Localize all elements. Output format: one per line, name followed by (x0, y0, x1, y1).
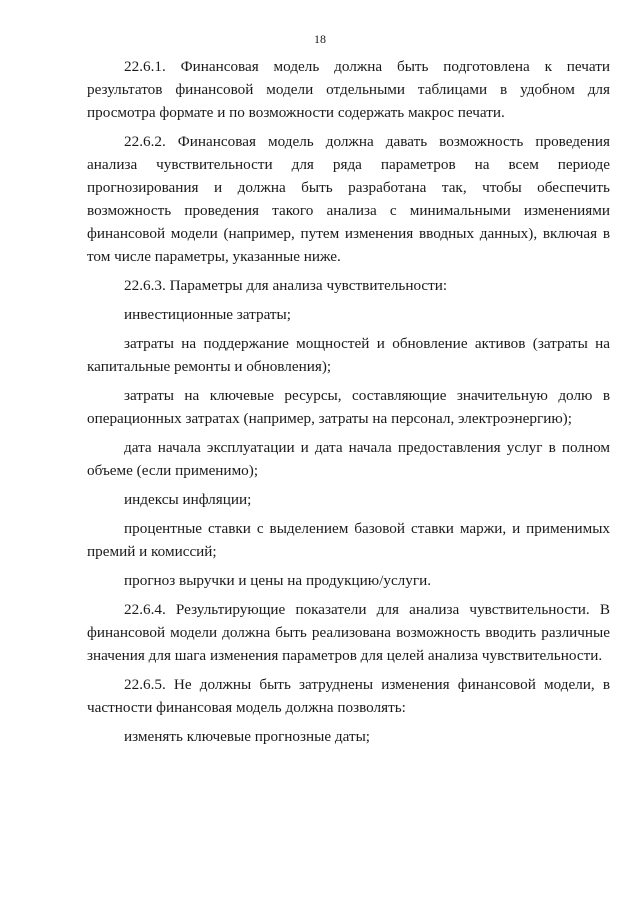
list-item: инвестиционные затраты; (124, 306, 291, 323)
document-body (87, 55, 610, 754)
list-item: прогноз выручки и цены на продукцию/услуги. (124, 572, 432, 589)
list-item: изменять ключевые прогнозные даты; (124, 728, 371, 745)
paragraph-22-6-5: 22.6.5. Не должны быть затруднены изменения финансовой модели, в частности финансовая модель должна позволять: (87, 676, 610, 716)
list-item: дата начала эксплуатации и дата начала предоставления услуг в полном объеме (если применимо); (87, 439, 610, 479)
list-item: затраты на поддержание мощностей и обновление активов (затраты на капитальные ремонты и обновления); (87, 335, 610, 375)
paragraph-22-6-3: 22.6.3. Параметры для анализа чувствительности: (124, 277, 448, 294)
page-number: 18 (314, 32, 326, 46)
list-item: затраты на ключевые ресурсы, составляющие значительную долю в операционных затратах (например, затраты на персонал, электроэнергию); (87, 387, 610, 427)
list-item: процентные ставки с выделением базовой ставки маржи, и применимых премий и комиссий; (87, 520, 610, 560)
list-item: индексы инфляции; (124, 491, 252, 508)
paragraph-22-6-1: 22.6.1. Финансовая модель должна быть подготовлена к печати результатов финансовой модели отдельными таблицами в удобном для просмотра формате и по возможности содержать макрос печати. (87, 58, 610, 121)
paragraph-22-6-2: 22.6.2. Финансовая модель должна давать возможность проведения анализа чувствительности для ряда параметров на всем периоде прогнозирования и должна быть разработана так, чтобы обеспечить возможность проведения такого анализа с минимальными изменениями финансовой модели (например, путем изменения вводных данных), включая в том числе параметры, указанные ниже. (87, 133, 610, 265)
paragraph-22-6-4: 22.6.4. Результирующие показатели для анализа чувствительности. В финансовой модели должна быть реализована возможность вводить различные значения для шага изменения параметров для целей анализа чувствительности. (87, 601, 610, 664)
